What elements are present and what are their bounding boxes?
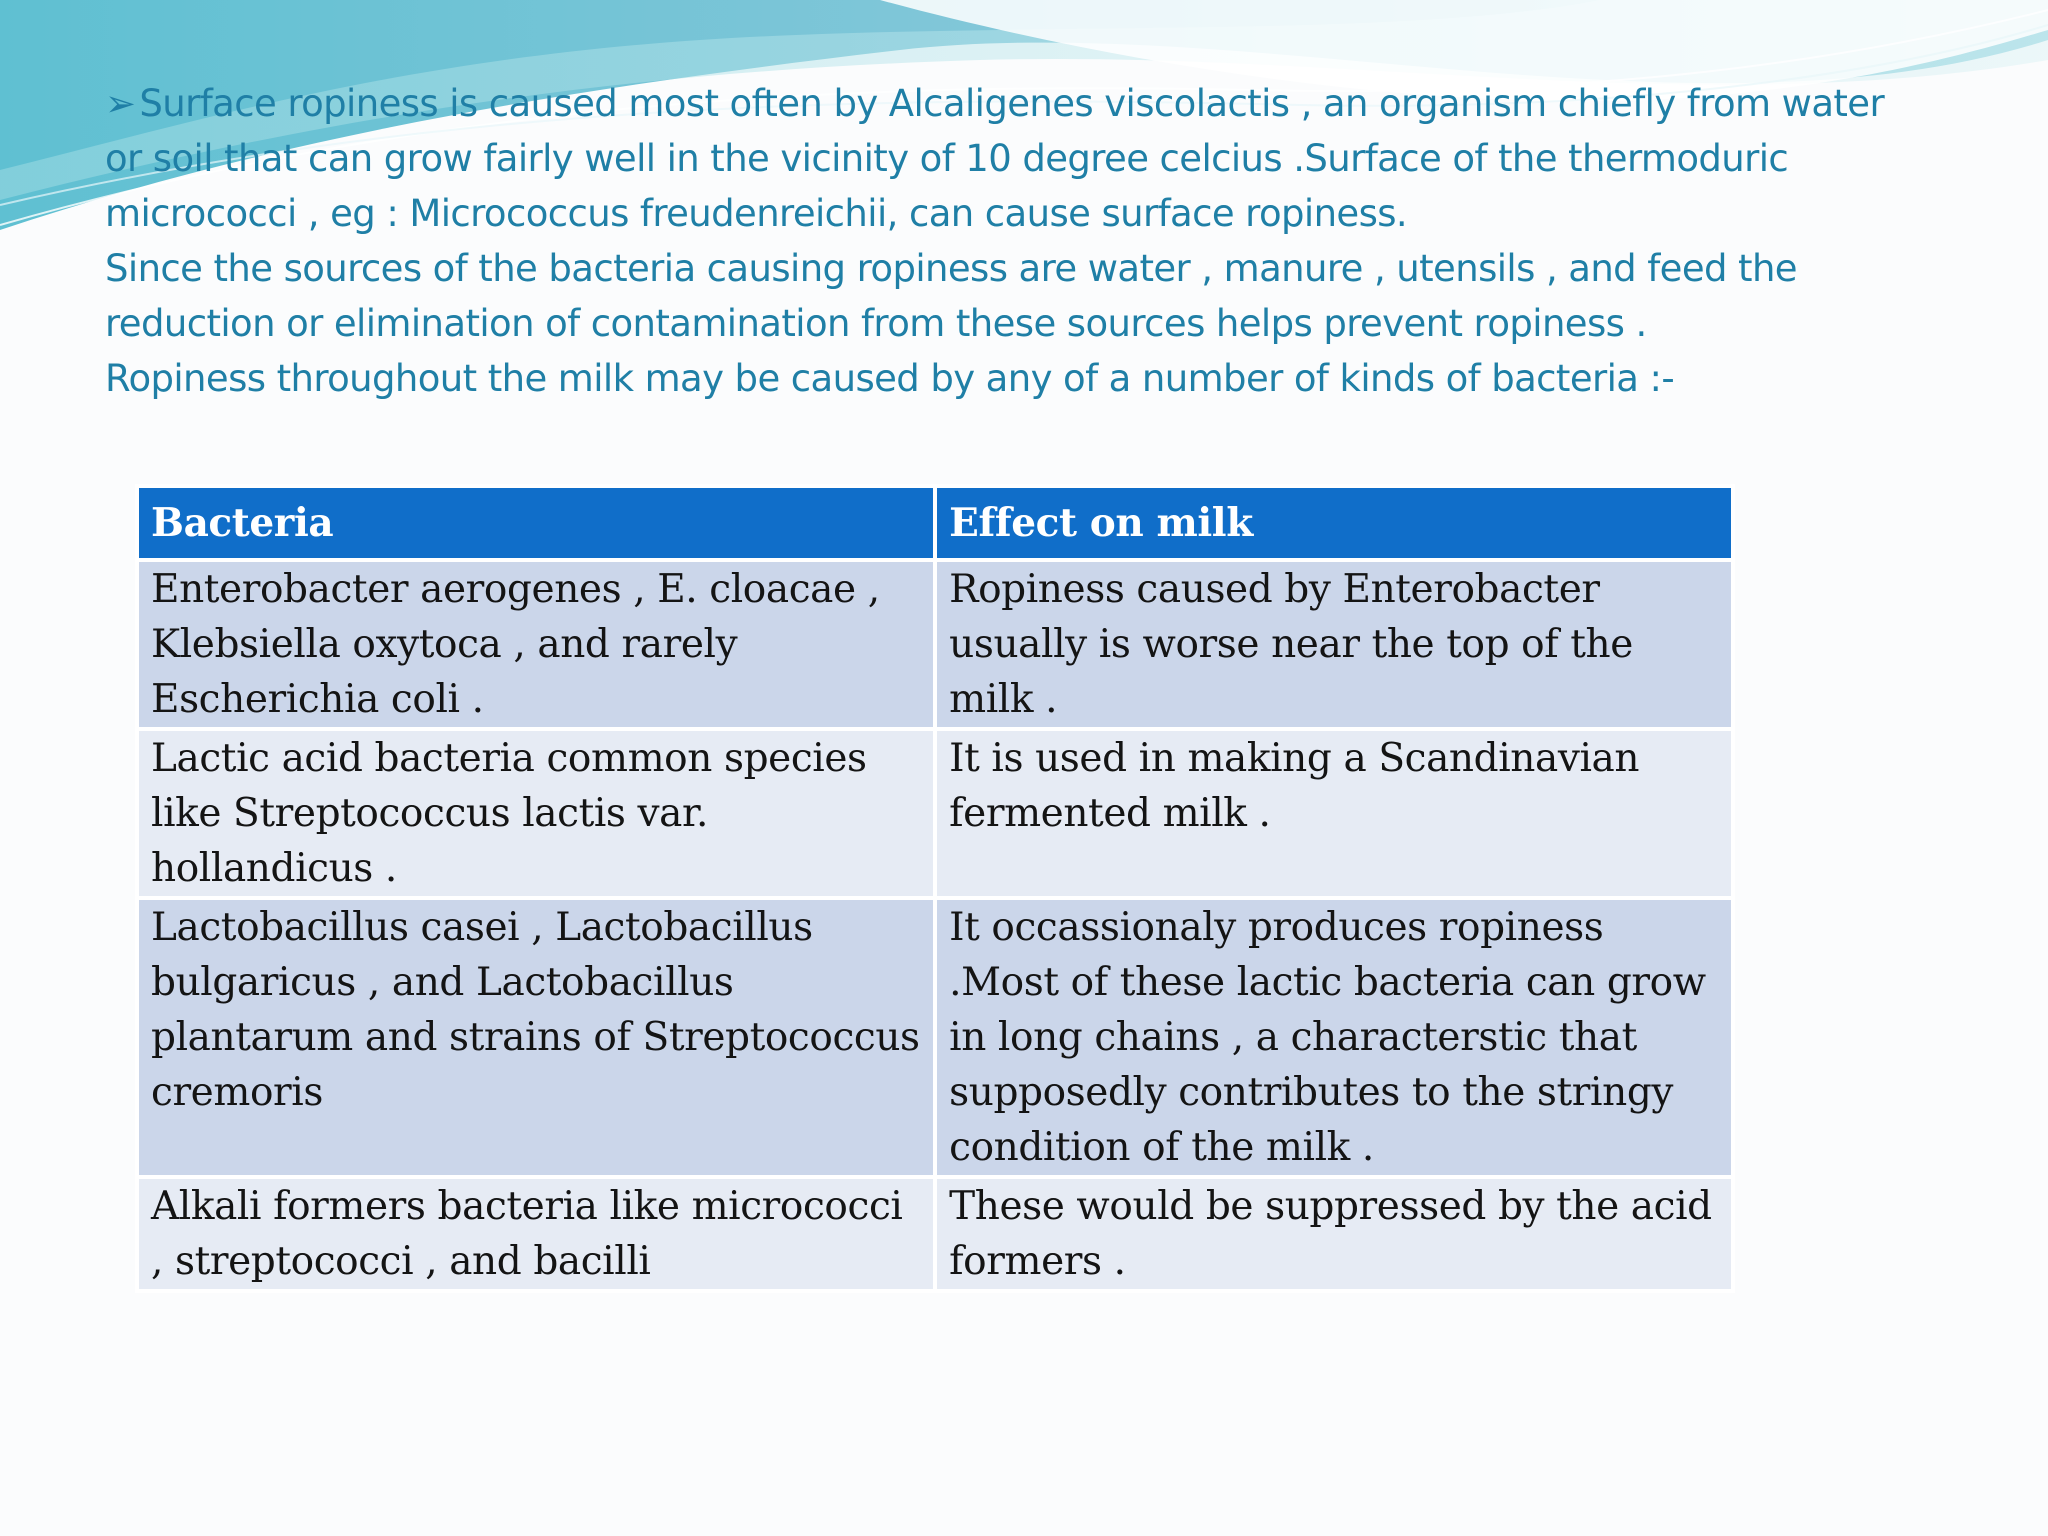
intro-line-6: Ropiness throughout the milk may be caused by any of a number of kinds of bacteria :- [105,357,1675,400]
table-row [137,729,1733,898]
table-row [137,560,1733,729]
header-effect: Effect on milk [935,486,1733,560]
table-header-row [137,486,1733,560]
table-row [137,898,1733,1177]
intro-text [105,76,2005,406]
bacteria-table [135,484,1735,1293]
bacteria-cell: Lactic acid bacteria common species like Streptococcus lactis var. hollandicus . [137,729,935,898]
effect-cell: It occassionaly produces ropiness .Most of these lactic bacteria can grow in long chains , a characterstic that supposedly contributes to the stringy condition of the milk . [935,898,1733,1177]
intro-line-5: reduction or elimination of contamination from these sources helps prevent ropiness . [105,302,1647,345]
effect-cell: Ropiness caused by Enterobacter usually is worse near the top of the milk . [935,560,1733,729]
arrow-bullet-icon: ➢ [105,82,136,125]
table-row [137,1177,1733,1291]
intro-line-1: ➢ Surface ropiness is caused most often by Alcaligenes viscolactis , an organism chiefly from water [105,82,1885,125]
bacteria-cell: Alkali formers bacteria like micrococci , streptococci , and bacilli [137,1177,935,1291]
intro-line-3: micrococci , eg : Micrococcus freudenreichii, can cause surface ropiness. [105,192,1408,235]
effect-cell: These would be suppressed by the acid formers . [935,1177,1733,1291]
bacteria-cell: Lactobacillus casei , Lactobacillus bulgaricus , and Lactobacillus plantarum and strains of Streptococcus cremoris [137,898,935,1177]
bacteria-cell: Enterobacter aerogenes , E. cloacae , Klebsiella oxytoca , and rarely Escherichia coli . [137,560,935,729]
effect-cell: It is used in making a Scandinavian fermented milk . [935,729,1733,898]
header-bacteria: Bacteria [137,486,935,560]
intro-line-2: or soil that can grow fairly well in the vicinity of 10 degree celcius .Surface of the thermoduric [105,137,1789,180]
intro-line-4: Since the sources of the bacteria causing ropiness are water , manure , utensils , and feed the [105,247,1797,290]
